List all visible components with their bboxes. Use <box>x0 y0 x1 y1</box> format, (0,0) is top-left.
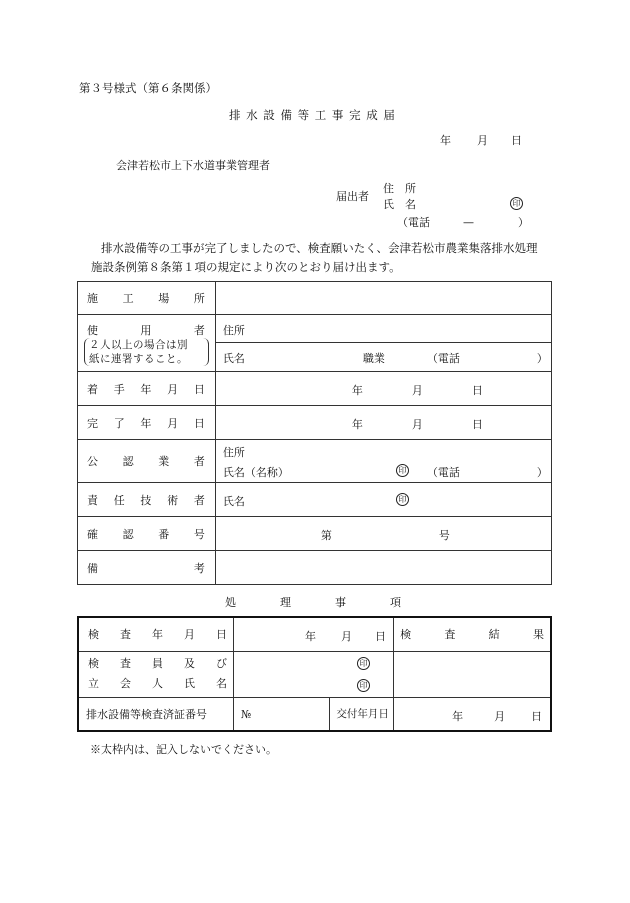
body-text-line-2: 施設条例第８条第１項の規定により次のとおり届け出ます。 <box>91 260 401 274</box>
inspection-year: 年 <box>304 630 316 643</box>
contractor-phone-close: ） <box>536 466 548 479</box>
user-label: 使 用 者 <box>87 323 205 337</box>
engineer-field[interactable] <box>215 483 551 517</box>
user-note-line-2: 紙に連署すること。 <box>89 352 188 365</box>
seal-icon: 印 <box>357 657 370 670</box>
seal-icon: 印 <box>396 464 409 477</box>
issue-year: 年 <box>452 709 464 723</box>
complete-date-label: 完 了 年 月 日 <box>87 416 205 430</box>
remarks-label: 備 考 <box>87 561 205 575</box>
inspection-result-field[interactable] <box>394 651 551 697</box>
contractor-address-label: 住所 <box>222 446 245 459</box>
table-row <box>78 483 552 517</box>
date-day: 日 <box>511 134 522 147</box>
table-row <box>78 517 552 551</box>
user-phone-close: ） <box>536 352 548 365</box>
form-number: 第３号様式（第６条関係） <box>79 81 217 95</box>
footnote: ※太枠内は、記入しないでください。 <box>90 743 277 756</box>
cert-no-symbol: № <box>240 707 252 721</box>
start-date-field[interactable] <box>215 372 551 406</box>
form-title: 排 水 設 備 等 工 事 完 成 届 <box>229 108 396 122</box>
inspection-day: 日 <box>374 630 386 643</box>
contractor-name-label: 氏名（名称） <box>222 466 289 479</box>
table-row <box>78 551 552 585</box>
issue-date-label: 交付年月日 <box>330 697 394 731</box>
processing-title: 処 理 事 項 <box>225 596 401 609</box>
inspection-date-label: 検 査 年 月 日 <box>88 628 227 642</box>
confirm-number-field[interactable] <box>215 517 551 551</box>
table-row <box>78 651 551 697</box>
applicant-address-label: 住 所 <box>383 182 416 195</box>
table-row <box>78 697 551 731</box>
confirm-no-suffix: 号 <box>438 529 450 542</box>
inspector-label: 検 査 員 及 び <box>88 657 227 670</box>
table-row <box>78 282 552 315</box>
cert-number-label: 排水設備等検査済証番号 <box>78 697 233 731</box>
seal-icon: 印 <box>396 493 409 506</box>
inspection-date-field[interactable] <box>233 617 393 651</box>
applicant-phone: （電話 — ） <box>397 216 529 229</box>
site-label: 施 工 場 所 <box>87 292 205 305</box>
seal-icon: 印 <box>510 197 523 210</box>
contractor-label: 公 認 業 者 <box>87 455 205 468</box>
engineer-name-label: 氏名 <box>222 495 245 508</box>
user-phone-label: （電話 <box>426 352 460 365</box>
date-year: 年 <box>440 134 451 147</box>
contractor-field[interactable] <box>215 440 551 483</box>
table-row <box>78 372 552 406</box>
remarks-field[interactable] <box>215 551 551 585</box>
table-row <box>78 440 552 483</box>
user-address-label: 住所 <box>222 324 245 337</box>
user-occupation-label: 職業 <box>362 352 385 365</box>
site-field[interactable] <box>215 282 551 315</box>
cert-number-field[interactable] <box>233 697 329 731</box>
complete-month: 月 <box>411 418 423 431</box>
date-month: 月 <box>477 134 488 147</box>
table-row <box>78 406 552 440</box>
confirm-number-label: 確 認 番 号 <box>87 527 205 541</box>
start-date-label: 着 手 年 月 日 <box>87 382 205 396</box>
user-note-line-1: ２人以上の場合は別 <box>89 338 188 351</box>
main-form-table <box>77 281 552 585</box>
issue-month: 月 <box>494 709 506 723</box>
applicant-label: 届出者 <box>336 190 369 203</box>
engineer-label: 責 任 技 術 者 <box>87 493 205 507</box>
table-row <box>78 315 552 372</box>
complete-year: 年 <box>351 418 363 431</box>
contractor-phone-label: （電話 <box>426 466 460 479</box>
applicant-name-label: 氏 名 <box>383 198 416 211</box>
witness-label: 立 会 人 氏 名 <box>88 677 227 690</box>
start-year: 年 <box>351 384 363 397</box>
complete-day: 日 <box>471 418 483 431</box>
complete-date-field[interactable] <box>215 406 551 440</box>
start-day: 日 <box>471 384 483 397</box>
table-row <box>78 617 551 651</box>
body-text-line-1: 排水設備等の工事が完了しましたので、検査願いたく、会津若松市農業集落排水処理 <box>101 241 538 255</box>
seal-icon: 印 <box>357 679 370 692</box>
issue-date-field[interactable] <box>394 697 551 731</box>
inspection-month: 月 <box>340 630 352 643</box>
inspection-result-label: 検 査 結 果 <box>400 628 544 642</box>
processing-table <box>77 616 552 732</box>
user-note <box>84 338 209 366</box>
inspector-field[interactable] <box>233 651 393 697</box>
addressee: 会津若松市上下水道事業管理者 <box>116 159 270 172</box>
confirm-no-prefix: 第 <box>320 529 332 542</box>
start-month: 月 <box>411 384 423 397</box>
issue-day: 日 <box>531 709 543 723</box>
user-name-label: 氏名 <box>222 352 245 365</box>
